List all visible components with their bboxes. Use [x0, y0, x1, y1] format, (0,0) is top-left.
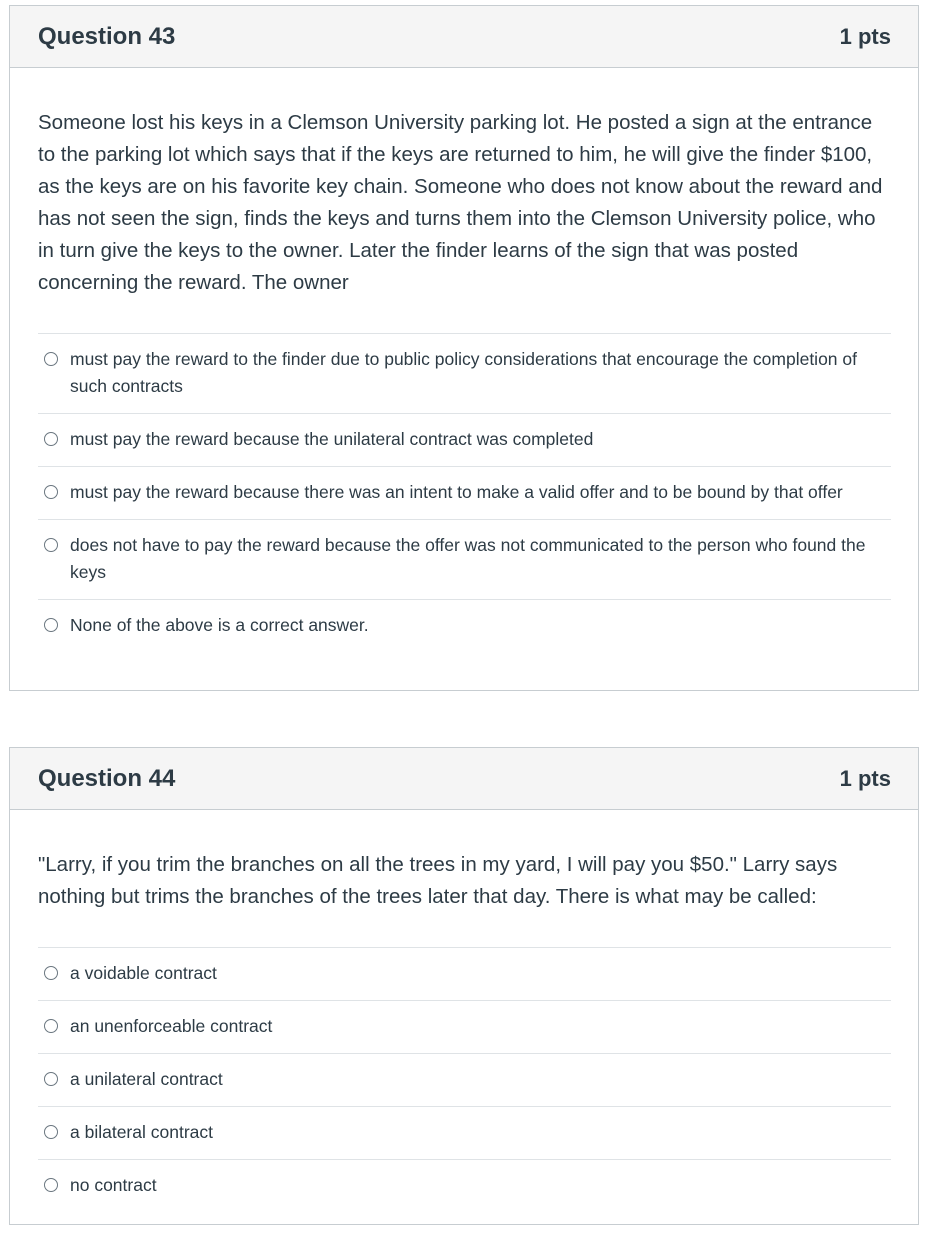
- answer-label: None of the above is a correct answer.: [70, 615, 369, 635]
- question-title: Question 43: [38, 22, 176, 50]
- answer-list: [38, 947, 891, 1212]
- answer-label: must pay the reward because there was an intent to make a valid offer and to be bound by that offer: [70, 482, 843, 502]
- answer-option[interactable]: [38, 333, 891, 413]
- radio-button[interactable]: [44, 966, 58, 980]
- answer-option[interactable]: [38, 1053, 891, 1106]
- radio-button[interactable]: [44, 1178, 58, 1192]
- question-header: [10, 748, 918, 810]
- question-44: [9, 747, 919, 1225]
- radio-button[interactable]: [44, 1019, 58, 1033]
- radio-button[interactable]: [44, 352, 58, 366]
- answer-label: a voidable contract: [70, 963, 217, 983]
- answer-label: a unilateral contract: [70, 1069, 223, 1089]
- answer-label: an unenforceable contract: [70, 1016, 273, 1036]
- answer-label: does not have to pay the reward because the offer was not communicated to the person who found the keys: [70, 535, 866, 582]
- question-text: "Larry, if you trim the branches on all the trees in my yard, I will pay you $50." Larry says nothing but trims the branches of the trees later that day. There is what may be called:: [38, 853, 838, 908]
- answer-label: a bilateral contract: [70, 1122, 213, 1142]
- answer-option[interactable]: [38, 413, 891, 466]
- question-body: [10, 68, 918, 652]
- question-text: Someone lost his keys in a Clemson University parking lot. He posted a sign at the entrance to the parking lot which says that if the keys are returned to him, he will give the finder $100, as the keys are on his favorite key chain. Someone who does not know about the reward and has not seen the sign, finds the keys and turns them into the Clemson University police, who in turn give the keys to the owner. Later the finder learns of the sign that was posted concerning the reward. The owner: [38, 111, 883, 294]
- answer-option[interactable]: [38, 466, 891, 519]
- radio-button[interactable]: [44, 1125, 58, 1139]
- answer-option[interactable]: [38, 947, 891, 1000]
- radio-button[interactable]: [44, 432, 58, 446]
- answer-option[interactable]: [38, 1106, 891, 1159]
- question-header: [10, 6, 918, 68]
- answer-option[interactable]: [38, 1159, 891, 1212]
- question-points: 1 pts: [839, 23, 891, 49]
- question-body: [10, 810, 918, 1212]
- radio-button[interactable]: [44, 485, 58, 499]
- question-title: Question 44: [38, 764, 176, 792]
- answer-option[interactable]: [38, 1000, 891, 1053]
- radio-button[interactable]: [44, 538, 58, 552]
- answer-option[interactable]: [38, 519, 891, 599]
- radio-button[interactable]: [44, 618, 58, 632]
- radio-button[interactable]: [44, 1072, 58, 1086]
- answer-option[interactable]: [38, 599, 891, 652]
- answer-label: no contract: [70, 1175, 157, 1195]
- answer-list: [38, 333, 891, 652]
- answer-label: must pay the reward because the unilateral contract was completed: [70, 429, 594, 449]
- question-points: 1 pts: [839, 765, 891, 791]
- answer-label: must pay the reward to the finder due to public policy considerations that encourage the completion of such contracts: [70, 349, 857, 396]
- question-43: [9, 5, 919, 691]
